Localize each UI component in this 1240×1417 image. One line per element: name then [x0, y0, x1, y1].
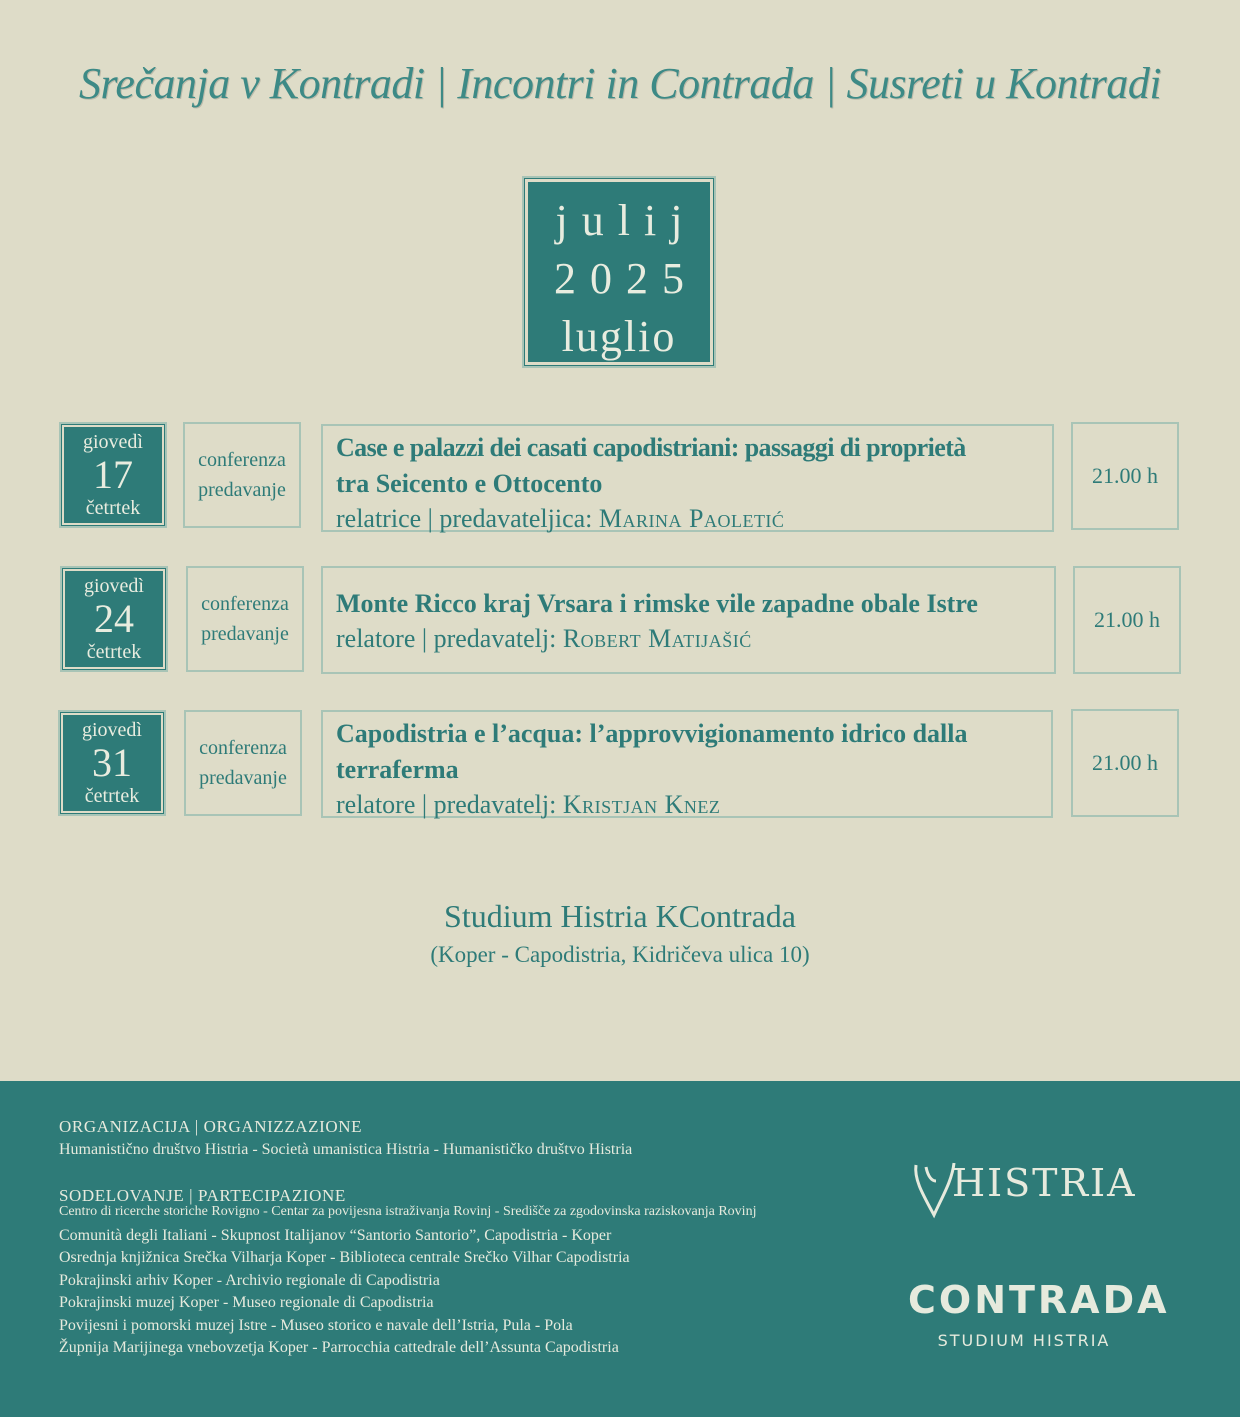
event-speaker [336, 788, 1039, 822]
histria-logo-text: HISTRIA [952, 1161, 1137, 1205]
year: 2025 [554, 254, 698, 303]
speaker-role: relatore | predavatelj: [336, 624, 557, 653]
event-details-box [321, 710, 1053, 818]
event-speaker [336, 622, 1042, 656]
event-title-line: tra Seicento e Ottocento [336, 469, 603, 498]
event-title [336, 430, 1040, 502]
event-title: Monte Ricco kraj Vrsara i rimske vile zapadne obale Istre [336, 589, 978, 618]
event-title-line: Capodistria e l’acqua: l’approvvigionamento idrico dalla [336, 719, 968, 748]
day-name-slovene: četrtek [86, 641, 142, 663]
event-time: 21.00 h [1092, 463, 1158, 488]
partner-item: Župnija Marijinega vnebovzetja Koper - Parrocchia cattedrale dell’Assunta Capodistria [59, 1339, 619, 1356]
event-type-box [183, 422, 301, 528]
event-row [0, 421, 1240, 531]
event-time: 21.00 h [1094, 607, 1160, 632]
venue-address: (Koper - Capodistria, Kidričeva ulica 10) [430, 942, 810, 967]
event-time-box [1073, 566, 1181, 674]
event-type-box [184, 710, 302, 816]
day-name-italian: giovedì [82, 719, 142, 741]
organization-text: Humanistično društvo Histria - Società umanistica Histria - Humanističko društvo Histria [59, 1141, 633, 1158]
type-italian: conferenza [199, 737, 287, 759]
event-title-line: Case e palazzi dei casati capodistriani: passaggi di proprietà [336, 433, 966, 462]
contrada-logo [908, 1277, 1170, 1350]
event-day-box [60, 566, 168, 672]
venue-name: Studium Histria KContrada [444, 898, 796, 934]
month-italian: luglio [561, 312, 677, 361]
day-name-slovene: četrtek [84, 785, 140, 807]
event-title-line: terraferma [336, 755, 459, 784]
type-slovene: predavanje [201, 623, 289, 645]
event-day-box [59, 422, 167, 528]
day-name-slovene: četrtek [85, 497, 141, 519]
page-title: Srečanja v Kontradi | Incontri in Contrada | Susreti u Kontradi [78, 59, 1162, 108]
partner-item: Centro di ricerche storiche Rovigno - Centar za povijesna istraživanja Rovinj - Središče za zgodovinska raziskovanja Rovinj [59, 1204, 757, 1219]
month-date-box [522, 176, 716, 368]
partner-item: Osrednja knjižnica Srečka Vilharja Koper - Biblioteca centrale Srečko Vilhar Capodistria [59, 1249, 630, 1266]
speaker-name: Kristjan Knez [562, 790, 721, 819]
event-row [0, 709, 1240, 819]
speaker-role: relatore | predavatelj: [336, 790, 557, 819]
event-time-box [1071, 422, 1179, 530]
speaker-name: Robert Matijašić [562, 624, 752, 653]
type-italian: conferenza [198, 449, 286, 471]
day-name-italian: giovedì [84, 575, 144, 597]
partner-item: Povijesni i pomorski muzej Istre - Museo storico e navale dell’Istria, Pula - Pola [59, 1317, 573, 1334]
partner-item: Comunità degli Italiani - Skupnost Italijanov “Santorio Santorio”, Capodistria - Koper [59, 1227, 612, 1244]
event-time-box [1071, 709, 1179, 817]
type-italian: conferenza [201, 593, 289, 615]
type-slovene: predavanje [198, 479, 286, 501]
participation-heading: SODELOVANJE | PARTECIPAZIONE [59, 1186, 346, 1205]
event-title [336, 716, 1039, 788]
speaker-role: relatrice | predavateljica: [336, 504, 593, 533]
contrada-logo-subtext: STUDIUM HISTRIA [937, 1331, 1111, 1350]
histria-logo [912, 1155, 1142, 1221]
speaker-name: Marina Paoletić [598, 504, 785, 533]
day-number: 24 [94, 596, 134, 641]
day-number: 17 [93, 452, 133, 497]
event-day-box [58, 710, 166, 816]
event-row [0, 565, 1240, 675]
day-number: 31 [92, 740, 132, 785]
event-details-box [321, 424, 1054, 532]
day-name-italian: giovedì [83, 431, 143, 453]
event-details-box [321, 566, 1056, 674]
event-time: 21.00 h [1092, 750, 1158, 775]
contrada-logo-text: CONTRADA [908, 1278, 1170, 1322]
histria-mark-icon [912, 1159, 956, 1221]
partner-item: Pokrajinski arhiv Koper - Archivio regionale di Capodistria [59, 1272, 440, 1289]
event-type-box [186, 566, 304, 672]
type-slovene: predavanje [199, 767, 287, 789]
month-slovene: julij [555, 196, 697, 245]
organization-heading: ORGANIZACIJA | ORGANIZZAZIONE [59, 1117, 363, 1136]
partner-item: Pokrajinski muzej Koper - Museo regionale di Capodistria [59, 1294, 434, 1311]
footer [0, 1081, 1240, 1417]
event-speaker [336, 502, 1040, 536]
